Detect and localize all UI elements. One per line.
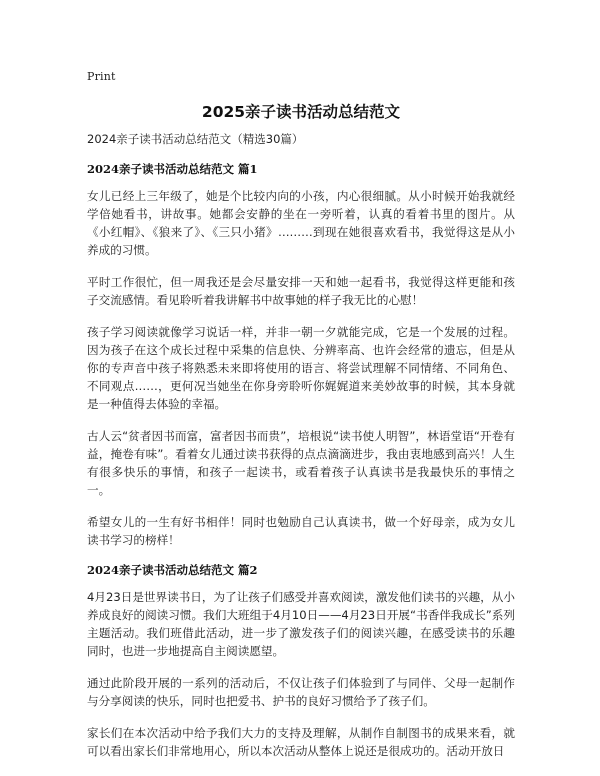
paragraph: 家长们在本次活动中给予我们大力的支持及理解，从制作自制图书的成果来看，就可以看出家长们非常地用心，所以本次活动从整体上说还是很成功的。活动开放日 (87, 726, 515, 758)
paragraph: 4月23日是世界读书日，为了让孩子们感受并喜欢阅读，激发他们读书的兴趣，从小养成良好的阅读习惯。我们大班组于4月10日——4月23日开展“书香伴我成长”系列主题活动。我们班借此活动，进一步了激发孩子们的阅读兴趣，在感受读书的乐趣同时，也进一步地提高自主阅读愿望。 (87, 590, 515, 658)
paragraph: 通过此阶段开展的一系列的活动后，不仅让孩子们体验到了与同伴、父母一起制作与分享阅读的快乐，同时也把爱书、护书的良好习惯给予了孩子们。 (87, 676, 515, 708)
section-1 (87, 162, 515, 549)
paragraph: 希望女儿的一生有好书相伴！同时也勉励自己认真读书，做一个好母亲，成为女儿读书学习的榜样！ (87, 515, 515, 547)
document-subtitle: 2024亲子读书活动总结范文（精选30篇） (87, 132, 304, 146)
paragraph: 平时工作很忙，但一周我还是会尽量安排一天和她一起看书，我觉得这样更能和孩子交流感情。看见聆听着我讲解书中故事她的样子我无比的心慰！ (87, 275, 515, 307)
section-heading: 2024亲子读书活动总结范文 篇1 (87, 162, 258, 176)
paragraph: 女儿已经上三年级了，她是个比较内向的小孩，内心很细腻。从小时候开始我就经学倍她看书，讲故事。她都会安静的坐在一旁听着，认真的看着书里的图片。从《小红帽》、《狼来了》、《三只小猪》………到现在她很喜欢看书，我觉得这是从小养成的习惯。 (87, 189, 515, 257)
paragraph: 孩子学习阅读就像学习说话一样，并非一朝一夕就能完成，它是一个发展的过程。因为孩子在这个成长过程中采集的信息快、分辨率高、也许会经常的遗忘，但是从你的专声音中孩子将熟悉未来即将使用的语言、将尝试理解不同情绪、不同角色、不同观点……，更何况当她坐在你身旁聆听你娓娓道来美妙故事的时候，其本身就是一种值得去体验的幸福。 (87, 325, 515, 411)
print-link[interactable]: Print (87, 70, 116, 83)
section-heading: 2024亲子读书活动总结范文 篇2 (87, 563, 258, 577)
document-title: 2025亲子读书活动总结范文 (201, 103, 401, 121)
section-2 (87, 563, 515, 760)
paragraph: 古人云“贫者因书而富，富者因书而贵”，培根说“读书使人明智”，林语堂语“开卷有益，掩卷有味”。看着女儿通过读书获得的点点滴滴进步，我由衷地感到高兴！人生有很多快乐的事情，和孩子一起读书，或看着孩子认真读书是我最快乐的事情之一。 (87, 429, 515, 497)
document-content (87, 162, 515, 774)
